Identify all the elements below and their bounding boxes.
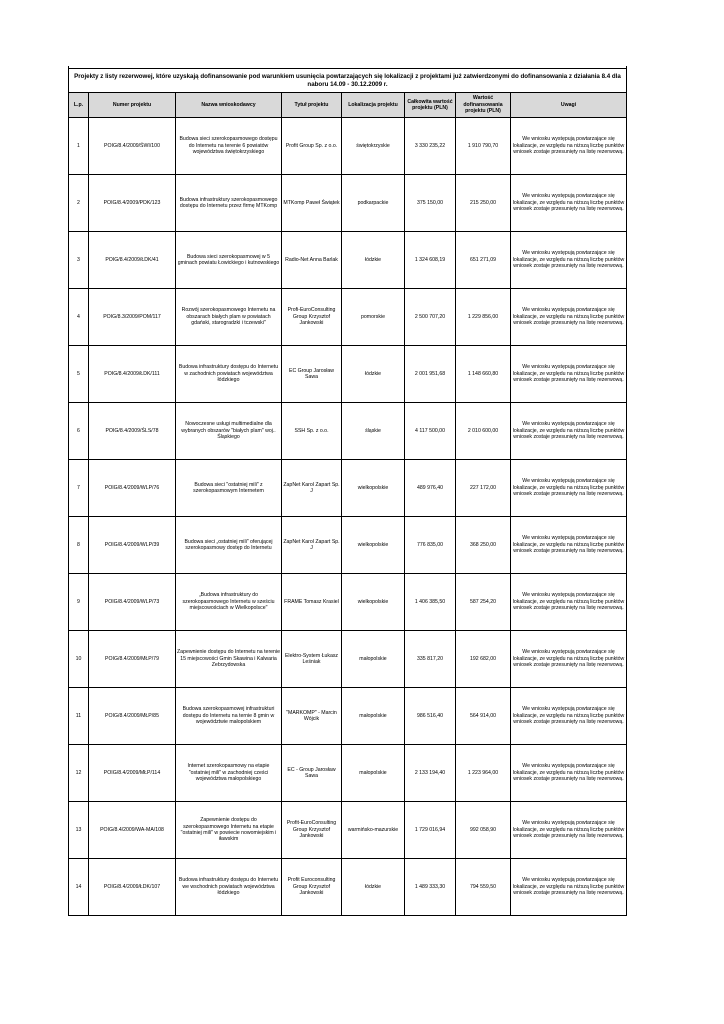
- project-title-cell: Profi-EuroConsulting Group Krzysztof Jankowski: [282, 289, 342, 346]
- project-location-cell: śląskie: [342, 403, 405, 460]
- table-body: [69, 118, 627, 916]
- applicant-name-cell: Nowoczesne usługi multimedialne dla wybranych obszarów "białych plam" woj.. Śląskiego: [176, 403, 282, 460]
- header-applicant-name: Nazwa wnioskodawcy: [176, 93, 282, 118]
- remarks-cell: We wniosku występują powtarzające się lokalizacje, ze względu na niższą liczbę punktów wniosek zostaje przesunięty na listę rezerwową.: [511, 118, 627, 175]
- row-lp-cell: 8: [69, 517, 89, 574]
- row-lp-cell: 2: [69, 175, 89, 232]
- project-location-cell: małopolskie: [342, 688, 405, 745]
- remarks-cell: We wniosku występują powtarzające się lokalizacje, ze względu na niższą liczbę punktów wniosek zostaje przesunięty na listę rezerwową.: [511, 403, 627, 460]
- applicant-name-cell: Budowa sieci szerokopasmowej w 5 gminach powiatu Łowickiego i kutnowskiego: [176, 232, 282, 289]
- project-number-cell: POIG/8.4/2009/WA-MA/108: [89, 802, 176, 859]
- funding-value-cell: 1 910 790,70: [456, 118, 511, 175]
- table-row: [69, 859, 627, 916]
- project-title-cell: SSH Sp. z o.o.: [282, 403, 342, 460]
- row-lp-cell: 13: [69, 802, 89, 859]
- project-location-cell: wielkopolskie: [342, 574, 405, 631]
- applicant-name-cell: Internet szerokopasmowy na etapie "ostatniej mili" w zachodniej cześci województwa małopolskiego: [176, 745, 282, 802]
- applicant-name-cell: „Budowa infrastruktury do szerokopasmowego Internetu w sześciu miejscowościach w Wielkopolsce": [176, 574, 282, 631]
- table-row: [69, 745, 627, 802]
- project-number-cell: POIG/8.4/2009/MŁP/79: [89, 631, 176, 688]
- project-title-cell: EC - Group Jarosław Sawa: [282, 745, 342, 802]
- funding-value-cell: 1 229 856,00: [456, 289, 511, 346]
- funding-value-cell: 992 058,90: [456, 802, 511, 859]
- project-location-cell: wielkopolskie: [342, 460, 405, 517]
- project-title-cell: ZapNet Karol Zapart Sp. J: [282, 460, 342, 517]
- table-row: [69, 232, 627, 289]
- funding-value-cell: 2 010 600,00: [456, 403, 511, 460]
- table-row: [69, 574, 627, 631]
- project-title-cell: MTKomp Paweł Świątek: [282, 175, 342, 232]
- remarks-cell: We wniosku występują powtarzające się lokalizacje, ze względu na niższą liczbę punktów wniosek zostaje przesunięty na listę rezerwową.: [511, 745, 627, 802]
- remarks-cell: We wniosku występują powtarzające się lokalizacje, ze względu na niższą liczbę punktów wniosek zostaje przesunięty na listę rezerwową.: [511, 346, 627, 403]
- funding-value-cell: 651 271,09: [456, 232, 511, 289]
- table-row: [69, 289, 627, 346]
- total-value-cell: 986 516,40: [405, 688, 456, 745]
- table-row: [69, 631, 627, 688]
- table-row: [69, 460, 627, 517]
- total-value-cell: 375 150,00: [405, 175, 456, 232]
- project-title-cell: Radio-Net Anna Barlak: [282, 232, 342, 289]
- header-total-value: Całkowita wartość projektu (PLN): [405, 93, 456, 118]
- total-value-cell: 1 729 016,94: [405, 802, 456, 859]
- total-value-cell: 489 976,40: [405, 460, 456, 517]
- project-location-cell: łódzkie: [342, 232, 405, 289]
- applicant-name-cell: Budowa sieci "ostatniej mili" z szerokopasmowym Internetem: [176, 460, 282, 517]
- header-remarks: Uwagi: [511, 93, 627, 118]
- project-title-cell: Profit Group Sp. z o.o.: [282, 118, 342, 175]
- project-title-cell: Profit Euroconsulting Group Krzysztof Jankowski: [282, 859, 342, 916]
- total-value-cell: 335 817,20: [405, 631, 456, 688]
- project-location-cell: świętokrzyskie: [342, 118, 405, 175]
- project-number-cell: POIG/8.4/2009/MŁP/114: [89, 745, 176, 802]
- remarks-cell: We wniosku występują powtarzające się lokalizacje, ze względu na niższą liczbę punktów wniosek zostaje przesunięty na listę rezerwową.: [511, 631, 627, 688]
- total-value-cell: 3 330 235,22: [405, 118, 456, 175]
- header-funding-value: Wartość dofinansowania projektu (PLN): [456, 93, 511, 118]
- header-project-location: Lokalizacja projektu: [342, 93, 405, 118]
- remarks-cell: We wniosku występują powtarzające się lokalizacje, ze względu na niższą liczbę punktów wniosek zostaje przesunięty na listę rezerwową.: [511, 289, 627, 346]
- project-number-cell: POIG/8.4/2009/ŁDK/107: [89, 859, 176, 916]
- project-location-cell: podkarpackie: [342, 175, 405, 232]
- project-location-cell: małopolskie: [342, 745, 405, 802]
- project-title-cell: FRAME Tomasz Krasiel: [282, 574, 342, 631]
- applicant-name-cell: Budowa infrastruktury dostępu do Internetu we wschodnich powiatach województwa łódzkiego: [176, 859, 282, 916]
- table-row: [69, 118, 627, 175]
- applicant-name-cell: Rozwój szerokopasmowego Internetu na obszarach białych plam w powiatach gdański, starogradzki i tczewski": [176, 289, 282, 346]
- table-row: [69, 346, 627, 403]
- total-value-cell: 2 133 194,40: [405, 745, 456, 802]
- funding-value-cell: 192 682,00: [456, 631, 511, 688]
- applicant-name-cell: Zapewnienie dostępu do Internetu na terenie 15 miejscowości Gmin Skawina i Kalwaria Zebrzydowska: [176, 631, 282, 688]
- header-lp: L.p.: [69, 93, 89, 118]
- row-lp-cell: 6: [69, 403, 89, 460]
- project-location-cell: warmińsko-mazurskie: [342, 802, 405, 859]
- row-lp-cell: 3: [69, 232, 89, 289]
- funding-value-cell: 1 223 964,00: [456, 745, 511, 802]
- reserve-projects-table: [68, 66, 627, 916]
- funding-value-cell: 794 559,50: [456, 859, 511, 916]
- row-lp-cell: 4: [69, 289, 89, 346]
- project-number-cell: POIG/8.4/2009/WLP/39: [89, 517, 176, 574]
- applicant-name-cell: Budowa sieci „ostatniej mili" oferującej szerokopasmowy dostęp do Internetu: [176, 517, 282, 574]
- project-location-cell: łódzkie: [342, 346, 405, 403]
- project-number-cell: POIG/8.4/2009/ŁDK/41: [89, 232, 176, 289]
- funding-value-cell: 227 172,00: [456, 460, 511, 517]
- project-location-cell: łódzkie: [342, 859, 405, 916]
- row-lp-cell: 14: [69, 859, 89, 916]
- applicant-name-cell: Budowa infrastruktury szerokopasmowego dostępu do Internetu przez firmę MTKomp: [176, 175, 282, 232]
- project-title-cell: EC Group Jarosław Sawa: [282, 346, 342, 403]
- table-row: [69, 403, 627, 460]
- header-project-number: Numer projektu: [89, 93, 176, 118]
- remarks-cell: We wniosku występują powtarzające się lokalizacje, ze względu na niższą liczbę punktów wniosek zostaje przesunięty na listę rezerwową.: [511, 859, 627, 916]
- project-number-cell: POIG/8.4/2009/WLP/76: [89, 460, 176, 517]
- remarks-cell: We wniosku występują powtarzające się lokalizacje, ze względu na niższą liczbę punktów wniosek zostaje przesunięty na listę rezerwową.: [511, 574, 627, 631]
- row-lp-cell: 5: [69, 346, 89, 403]
- applicant-name-cell: Budowa szerokopasmowej infrastrukturi dostępu do Internetu na ternie 8 gmin w województwie małopolskiem: [176, 688, 282, 745]
- table-row: [69, 175, 627, 232]
- funding-value-cell: 215 250,00: [456, 175, 511, 232]
- project-number-cell: POIG/8.4/2009/ŚLS/78: [89, 403, 176, 460]
- table-row: [69, 688, 627, 745]
- project-title-cell: Profit-EuroConsulting Group Krzysztof Jankowski: [282, 802, 342, 859]
- funding-value-cell: 368 250,00: [456, 517, 511, 574]
- project-location-cell: pomorskie: [342, 289, 405, 346]
- funding-value-cell: 587 254,20: [456, 574, 511, 631]
- table-row: [69, 517, 627, 574]
- applicant-name-cell: Budowa infrastruktury dostępu do Internetu w zachodnich powiatach województwa łódzkiego: [176, 346, 282, 403]
- project-number-cell: POIG/8.3/2009/POM/117: [89, 289, 176, 346]
- row-lp-cell: 7: [69, 460, 89, 517]
- project-location-cell: wielkopolskie: [342, 517, 405, 574]
- funding-value-cell: 564 914,00: [456, 688, 511, 745]
- document-sheet: [68, 66, 626, 916]
- funding-value-cell: 1 148 660,80: [456, 346, 511, 403]
- row-lp-cell: 1: [69, 118, 89, 175]
- table-title: Projekty z listy rezerwowej, które uzyskają dofinansowanie pod warunkiem usunięcia powtarzających się lokalizacji z projektami już zatwierdzonymi do dofinansowania z działania 8.4 dla naboru 14.09 - 30.12.2009 r.: [69, 69, 627, 93]
- total-value-cell: 1 324 608,19: [405, 232, 456, 289]
- remarks-cell: We wniosku występują powtarzające się lokalizacje, ze względu na niższą liczbę punktów wniosek zostaje przesunięty na listę rezerwową.: [511, 517, 627, 574]
- total-value-cell: 1 489 333,30: [405, 859, 456, 916]
- row-lp-cell: 12: [69, 745, 89, 802]
- project-title-cell: Elektro-System Łukasz Leśniak: [282, 631, 342, 688]
- remarks-cell: We wniosku występują powtarzające się lokalizacje, ze względu na niższą liczbę punktów wniosek zostaje przesunięty na listę rezerwową.: [511, 232, 627, 289]
- project-title-cell: ZapNet Karol Zapart Sp. J: [282, 517, 342, 574]
- project-title-cell: "MARKOMP" - Marcin Wójcik: [282, 688, 342, 745]
- project-number-cell: POIG/8.4/2009/ŚWI/100: [89, 118, 176, 175]
- project-number-cell: POIG/8.4/2009/PDK/123: [89, 175, 176, 232]
- applicant-name-cell: Budowa sieci szerokopasmowego dostępu do Internetu na terenie 6 powiatów województwa świętokrzyskiego: [176, 118, 282, 175]
- total-value-cell: 776 835,00: [405, 517, 456, 574]
- project-number-cell: POIG/8.4/2009/MŁP/85: [89, 688, 176, 745]
- project-number-cell: POIG/8.4/2009/ŁDK/111: [89, 346, 176, 403]
- remarks-cell: We wniosku występują powtarzające się lokalizacje, ze względu na niższą liczbę punktów wniosek zostaje przesunięty na listę rezerwową.: [511, 688, 627, 745]
- applicant-name-cell: Zapewnienie dostępu do szerokopasmowego Internetu na etapie "ostatniej mili" w powiecie nowomiejskim i iławskim: [176, 802, 282, 859]
- total-value-cell: 4 117 500,00: [405, 403, 456, 460]
- remarks-cell: We wniosku występują powtarzające się lokalizacje, ze względu na niższą liczbę punktów wniosek zostaje przesunięty na listę rezerwową.: [511, 175, 627, 232]
- row-lp-cell: 11: [69, 688, 89, 745]
- row-lp-cell: 9: [69, 574, 89, 631]
- remarks-cell: We wniosku występują powtarzające się lokalizacje, ze względu na niższą liczbę punktów wniosek zostaje przesunięty na listę rezerwową.: [511, 802, 627, 859]
- remarks-cell: We wniosku występują powtarzające się lokalizacje, ze względu na niższą liczbę punktów wniosek zostaje przesunięty na listę rezerwową.: [511, 460, 627, 517]
- project-location-cell: małopolskie: [342, 631, 405, 688]
- table-row: [69, 802, 627, 859]
- header-row: [69, 93, 627, 118]
- header-project-title: Tytuł projektu: [282, 93, 342, 118]
- total-value-cell: 2 500 707,20: [405, 289, 456, 346]
- total-value-cell: 1 406 385,50: [405, 574, 456, 631]
- row-lp-cell: 10: [69, 631, 89, 688]
- project-number-cell: POIG/8.4/2009/WLP/73: [89, 574, 176, 631]
- total-value-cell: 2 001 951,68: [405, 346, 456, 403]
